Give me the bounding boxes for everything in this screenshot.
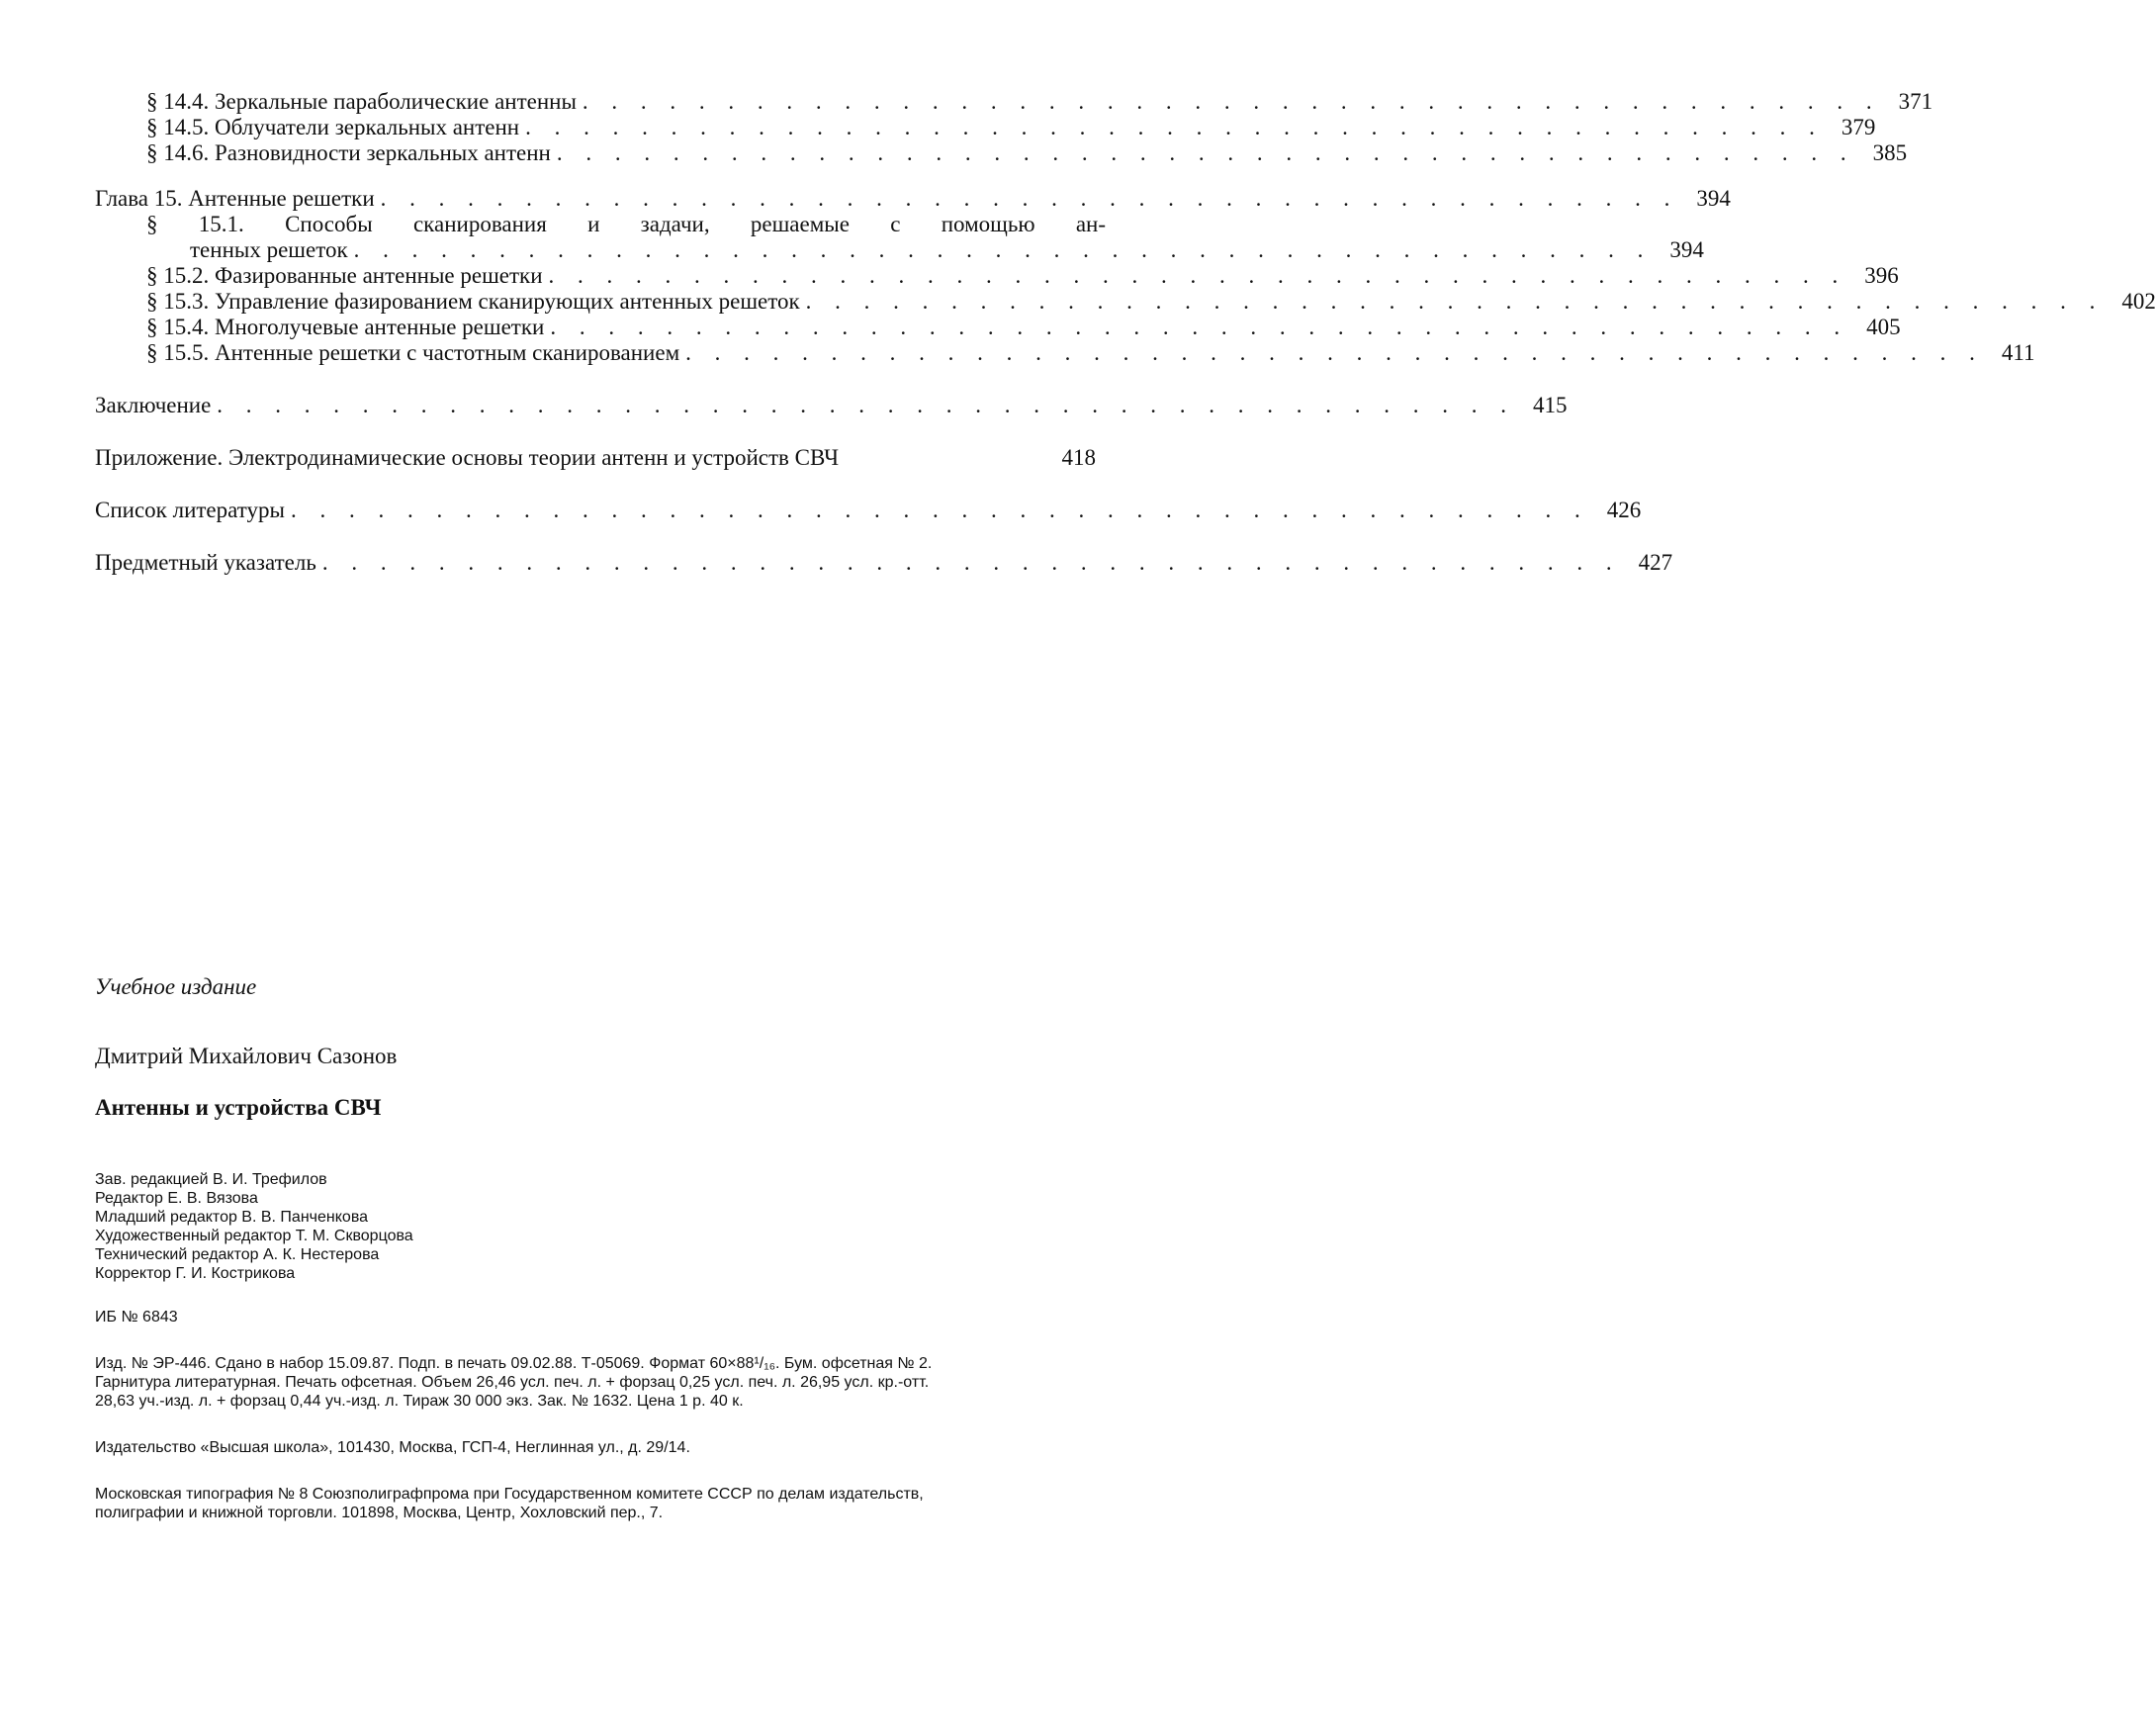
leader-dots: . . . . . . . . . . . . . . . . . . . . . . . . . . . . . . . . . . . . . . . . . . . . . bbox=[290, 498, 1589, 522]
toc-entry-page: 411 bbox=[2001, 340, 2035, 365]
imprint bbox=[95, 974, 985, 1522]
toc-entry-page: 418 bbox=[1061, 445, 1096, 470]
toc-entry-page: 405 bbox=[1866, 315, 1901, 339]
toc-entry-label: § 14.6. Разновидности зеркальных антенн bbox=[146, 140, 551, 165]
toc-entry-15-2 bbox=[95, 263, 1899, 289]
toc-entry-page: 379 bbox=[1841, 115, 1876, 139]
book-title: Антенны и устройства СВЧ bbox=[95, 1095, 382, 1120]
toc-entry-label: § 15.3. Управление фазированием сканирующих антенных решеток bbox=[146, 289, 800, 314]
publication-details: Изд. № ЭР-446. Сдано в набор 15.09.87. Подп. в печать 09.02.88. Т-05069. Формат 60×88¹/₁₆. Бум. офсетная № 2. Гарнитура литературная. Печать офсетная. Объем 26,46 усл. печ. л. + форзац 0,25 усл. печ. л. 26,95 усл. кр.-отт. 28,63 уч.-изд. л. + форзац 0,44 уч.-изд. л. Тираж 30 000 экз. Зак. № 1632. Цена 1 р. 40 к. bbox=[95, 1355, 933, 1410]
toc-chapter-15 bbox=[95, 186, 1731, 212]
toc-entry-15-3 bbox=[95, 289, 2156, 315]
staff-line: Редактор Е. В. Вязова bbox=[95, 1190, 258, 1207]
toc-entry-label: § 15.5. Антенные решетки с частотным сканированием bbox=[146, 340, 680, 365]
toc-entry-15-5 bbox=[95, 340, 2035, 366]
toc-entry-label: § 15.4. Многолучевые антенные решетки bbox=[146, 315, 545, 339]
staff-line: Технический редактор А. К. Нестерова bbox=[95, 1246, 380, 1263]
leader-dots: . . . . . . . . . . . . . . . . . . . . . . . . . . . . . . . . . . . . . . . . . . . . . bbox=[548, 263, 1847, 288]
edition-type: Учебное издание bbox=[95, 974, 257, 999]
leader-dots: . . . . . . . . . . . . . . . . . . . . . . . . . . . . . . . . . . . . . . . . . . . . . bbox=[550, 315, 1849, 339]
printer-details: Московская типография № 8 Союзполиграфпрома при Государственном комитете СССР по делам издательств, полиграфии и книжной торговли. 101898, Москва, Центр, Хохловский пер., 7. bbox=[95, 1486, 924, 1521]
toc-entry-label: Список литературы bbox=[95, 498, 285, 522]
leader-dots: . . . . . . . . . . . . . . . . . . . . . . . . . . . . . . . . . . . . . . . . . . . . . bbox=[217, 393, 1516, 417]
toc-entry-label: Предметный указатель bbox=[95, 550, 316, 575]
author-name: Дмитрий Михайлович Сазонов bbox=[95, 1044, 398, 1068]
leader-dots: . . . . . . . . . . . . . . . . . . . . . . . . . . . . . . . . . . . . . . . . . . . . . bbox=[685, 340, 1984, 365]
toc-entry-15-4 bbox=[95, 315, 1901, 340]
staff-line: Младший редактор В. В. Панченкова bbox=[95, 1209, 369, 1226]
toc-entry-page: 371 bbox=[1898, 89, 1933, 114]
leader-dots: . . . . . . . . . . . . . . . . . . . . . . . . . . . . . . . . . . . . . . . . . . . . . bbox=[321, 550, 1621, 575]
toc-entry-page: 427 bbox=[1638, 550, 1673, 575]
toc-entry-15-1 bbox=[95, 237, 1704, 263]
toc-entry-page: 402 bbox=[2121, 289, 2156, 314]
toc-entry-label: тенных решеток bbox=[190, 237, 348, 262]
toc-entry-page: 396 bbox=[1864, 263, 1899, 288]
toc-appendix bbox=[95, 445, 1096, 471]
toc-entry-label: § 14.4. Зеркальные параболические антенны bbox=[146, 89, 577, 114]
toc-conclusion bbox=[95, 393, 1568, 418]
staff-line: Корректор Г. И. Кострикова bbox=[95, 1265, 296, 1282]
toc-entry-15-1-first-line: § 15.1. Способы сканирования и задачи, решаемые с помощью ан- bbox=[146, 212, 1106, 236]
toc-references bbox=[95, 498, 1642, 523]
toc-entry-page: 394 bbox=[1669, 237, 1704, 262]
toc-entry-page: 394 bbox=[1696, 186, 1731, 211]
leader-dots: . . . . . . . . . . . . . . . . . . . . . . . . . . . . . . . . . . . . . . . . . . . . . bbox=[380, 186, 1679, 211]
staff-line: Зав. редакцией В. И. Трефилов bbox=[95, 1171, 327, 1188]
toc-entry-14-4 bbox=[95, 89, 1933, 115]
editorial-staff bbox=[95, 1170, 985, 1283]
toc-entry-14-5 bbox=[95, 115, 1876, 140]
toc-entry-page: 426 bbox=[1606, 498, 1642, 522]
toc-entry-label: Заключение bbox=[95, 393, 212, 417]
publisher-address: Издательство «Высшая школа», 101430, Москва, ГСП-4, Неглинная ул., д. 29/14. bbox=[95, 1439, 690, 1456]
staff-line: Художественный редактор Т. М. Скворцова bbox=[95, 1228, 413, 1244]
leader-dots: . . . . . . . . . . . . . . . . . . . . . . . . . . . . . . . . . . . . . . . . . . . . . bbox=[582, 89, 1881, 114]
toc-entry-14-6 bbox=[95, 140, 1908, 166]
leader-dots: . . . . . . . . . . . . . . . . . . . . . . . . . . . . . . . . . . . . . . . . . . . . . bbox=[805, 289, 2105, 314]
ib-number: ИБ № 6843 bbox=[95, 1309, 178, 1325]
leader-dots: . . . . . . . . . . . . . . . . . . . . . . . . . . . . . . . . . . . . . . . . . . . . . bbox=[556, 140, 1855, 165]
toc-entry-label: § 14.5. Облучатели зеркальных антенн bbox=[146, 115, 520, 139]
leader-dots: . . . . . . . . . . . . . . . . . . . . . . . . . . . . . . . . . . . . . . . . . . . . . bbox=[525, 115, 1824, 139]
table-of-contents bbox=[95, 89, 2156, 576]
toc-entry-label: § 15.2. Фазированные антенные решетки bbox=[146, 263, 543, 288]
toc-index bbox=[95, 550, 1673, 576]
leader-dots: . . . . . . . . . . . . . . . . . . . . . . . . . . . . . . . . . . . . . . . . . . . . . bbox=[353, 237, 1653, 262]
toc-entry-page: 385 bbox=[1872, 140, 1908, 165]
toc-entry-label: Приложение. Электродинамические основы теории антенн и устройств СВЧ bbox=[95, 445, 840, 470]
toc-entry-page: 415 bbox=[1533, 393, 1568, 417]
toc-entry-label: Глава 15. Антенные решетки bbox=[95, 186, 375, 211]
